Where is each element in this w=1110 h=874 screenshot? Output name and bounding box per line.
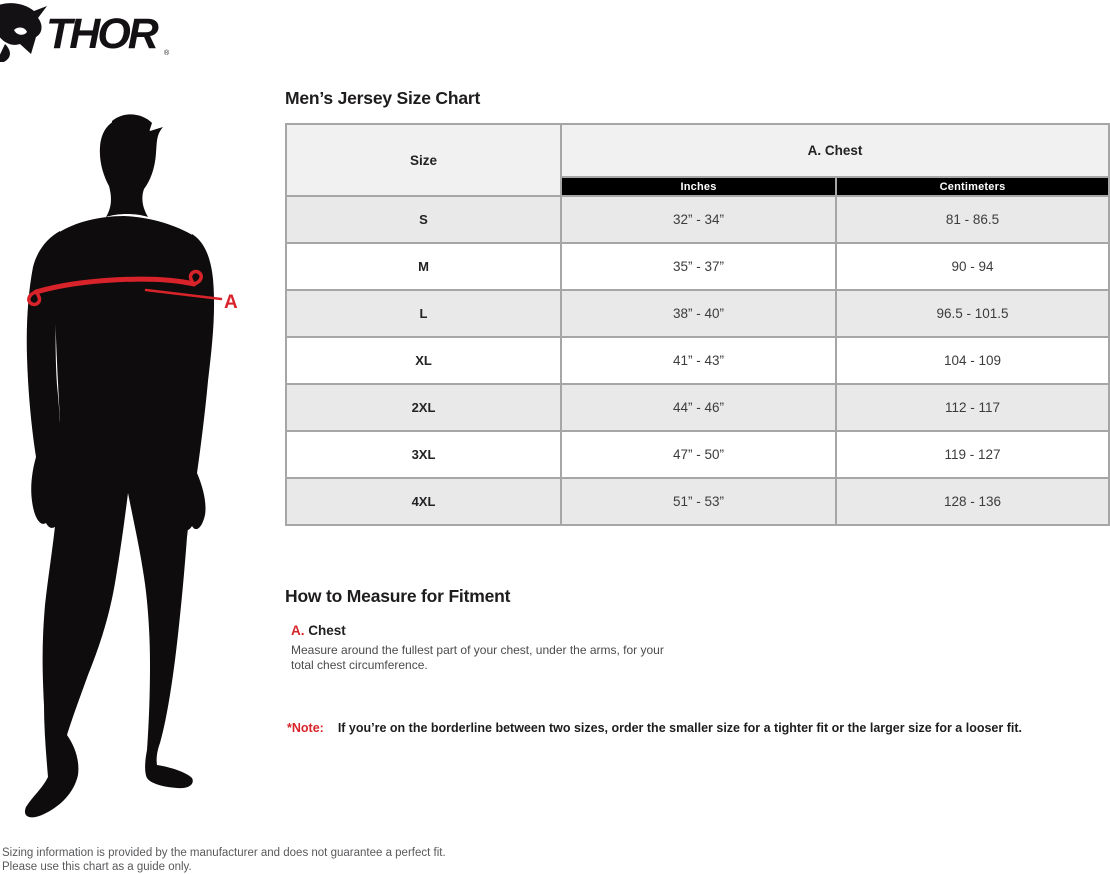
size-cell: M	[286, 243, 561, 290]
cm-cell: 90 - 94	[836, 243, 1109, 290]
cm-cell: 96.5 - 101.5	[836, 290, 1109, 337]
measure-section-heading: How to Measure for Fitment	[285, 586, 511, 606]
table-row	[286, 384, 1109, 431]
cm-cell: 119 - 127	[836, 431, 1109, 478]
footer-line-1: Sizing information is provided by the manufacturer and does not guarantee a perfect fit.	[2, 847, 446, 859]
chest-arrow-label: A	[224, 292, 238, 313]
size-cell: 2XL	[286, 384, 561, 431]
centimeters-column-header: Centimeters	[836, 177, 1109, 196]
page-title: Men’s Jersey Size Chart	[285, 88, 481, 108]
inches-cell: 44” - 46”	[561, 384, 836, 431]
footer-disclaimer	[2, 846, 446, 874]
size-cell: S	[286, 196, 561, 243]
size-table	[285, 123, 1110, 526]
table-row	[286, 478, 1109, 525]
chest-group-header: A. Chest	[561, 124, 1109, 177]
body-silhouette-figure	[0, 85, 280, 825]
thor-wordmark: THOR	[46, 10, 156, 58]
sizing-note	[287, 721, 1022, 735]
size-cell: 4XL	[286, 478, 561, 525]
inches-cell: 51” - 53”	[561, 478, 836, 525]
size-cell: L	[286, 290, 561, 337]
size-cell: XL	[286, 337, 561, 384]
size-table-body	[286, 196, 1109, 525]
measure-description: Measure around the fullest part of your chest, under the arms, for your total chest circumference.	[291, 643, 664, 672]
table-row	[286, 290, 1109, 337]
silhouette-hair	[112, 114, 152, 135]
table-row	[286, 337, 1109, 384]
table-row	[286, 431, 1109, 478]
cm-cell: 104 - 109	[836, 337, 1109, 384]
thor-goat-icon	[0, 3, 47, 62]
table-row	[286, 196, 1109, 243]
inches-cell: 41” - 43”	[561, 337, 836, 384]
table-header-row	[286, 124, 1109, 177]
footer-line-2: Please use this chart as a guide only.	[2, 861, 192, 873]
inches-cell: 47” - 50”	[561, 431, 836, 478]
table-row	[286, 243, 1109, 290]
thor-logo	[0, 2, 190, 62]
cm-cell: 112 - 117	[836, 384, 1109, 431]
measure-name: Chest	[308, 623, 346, 638]
note-label: *Note:	[287, 721, 324, 735]
inches-cell: 38” - 40”	[561, 290, 836, 337]
cm-cell: 128 - 136	[836, 478, 1109, 525]
inches-column-header: Inches	[561, 177, 836, 196]
measure-chest-block	[291, 623, 691, 673]
measure-letter: A.	[291, 623, 305, 638]
note-text: If you’re on the borderline between two sizes, order the smaller size for a tighter fit or the larger size for a looser fit.	[337, 721, 1022, 735]
size-cell: 3XL	[286, 431, 561, 478]
inches-cell: 35” - 37”	[561, 243, 836, 290]
measure-chest-label	[291, 623, 691, 638]
size-column-header: Size	[286, 124, 561, 196]
registered-mark: ®	[164, 50, 170, 57]
inches-cell: 32” - 34”	[561, 196, 836, 243]
cm-cell: 81 - 86.5	[836, 196, 1109, 243]
